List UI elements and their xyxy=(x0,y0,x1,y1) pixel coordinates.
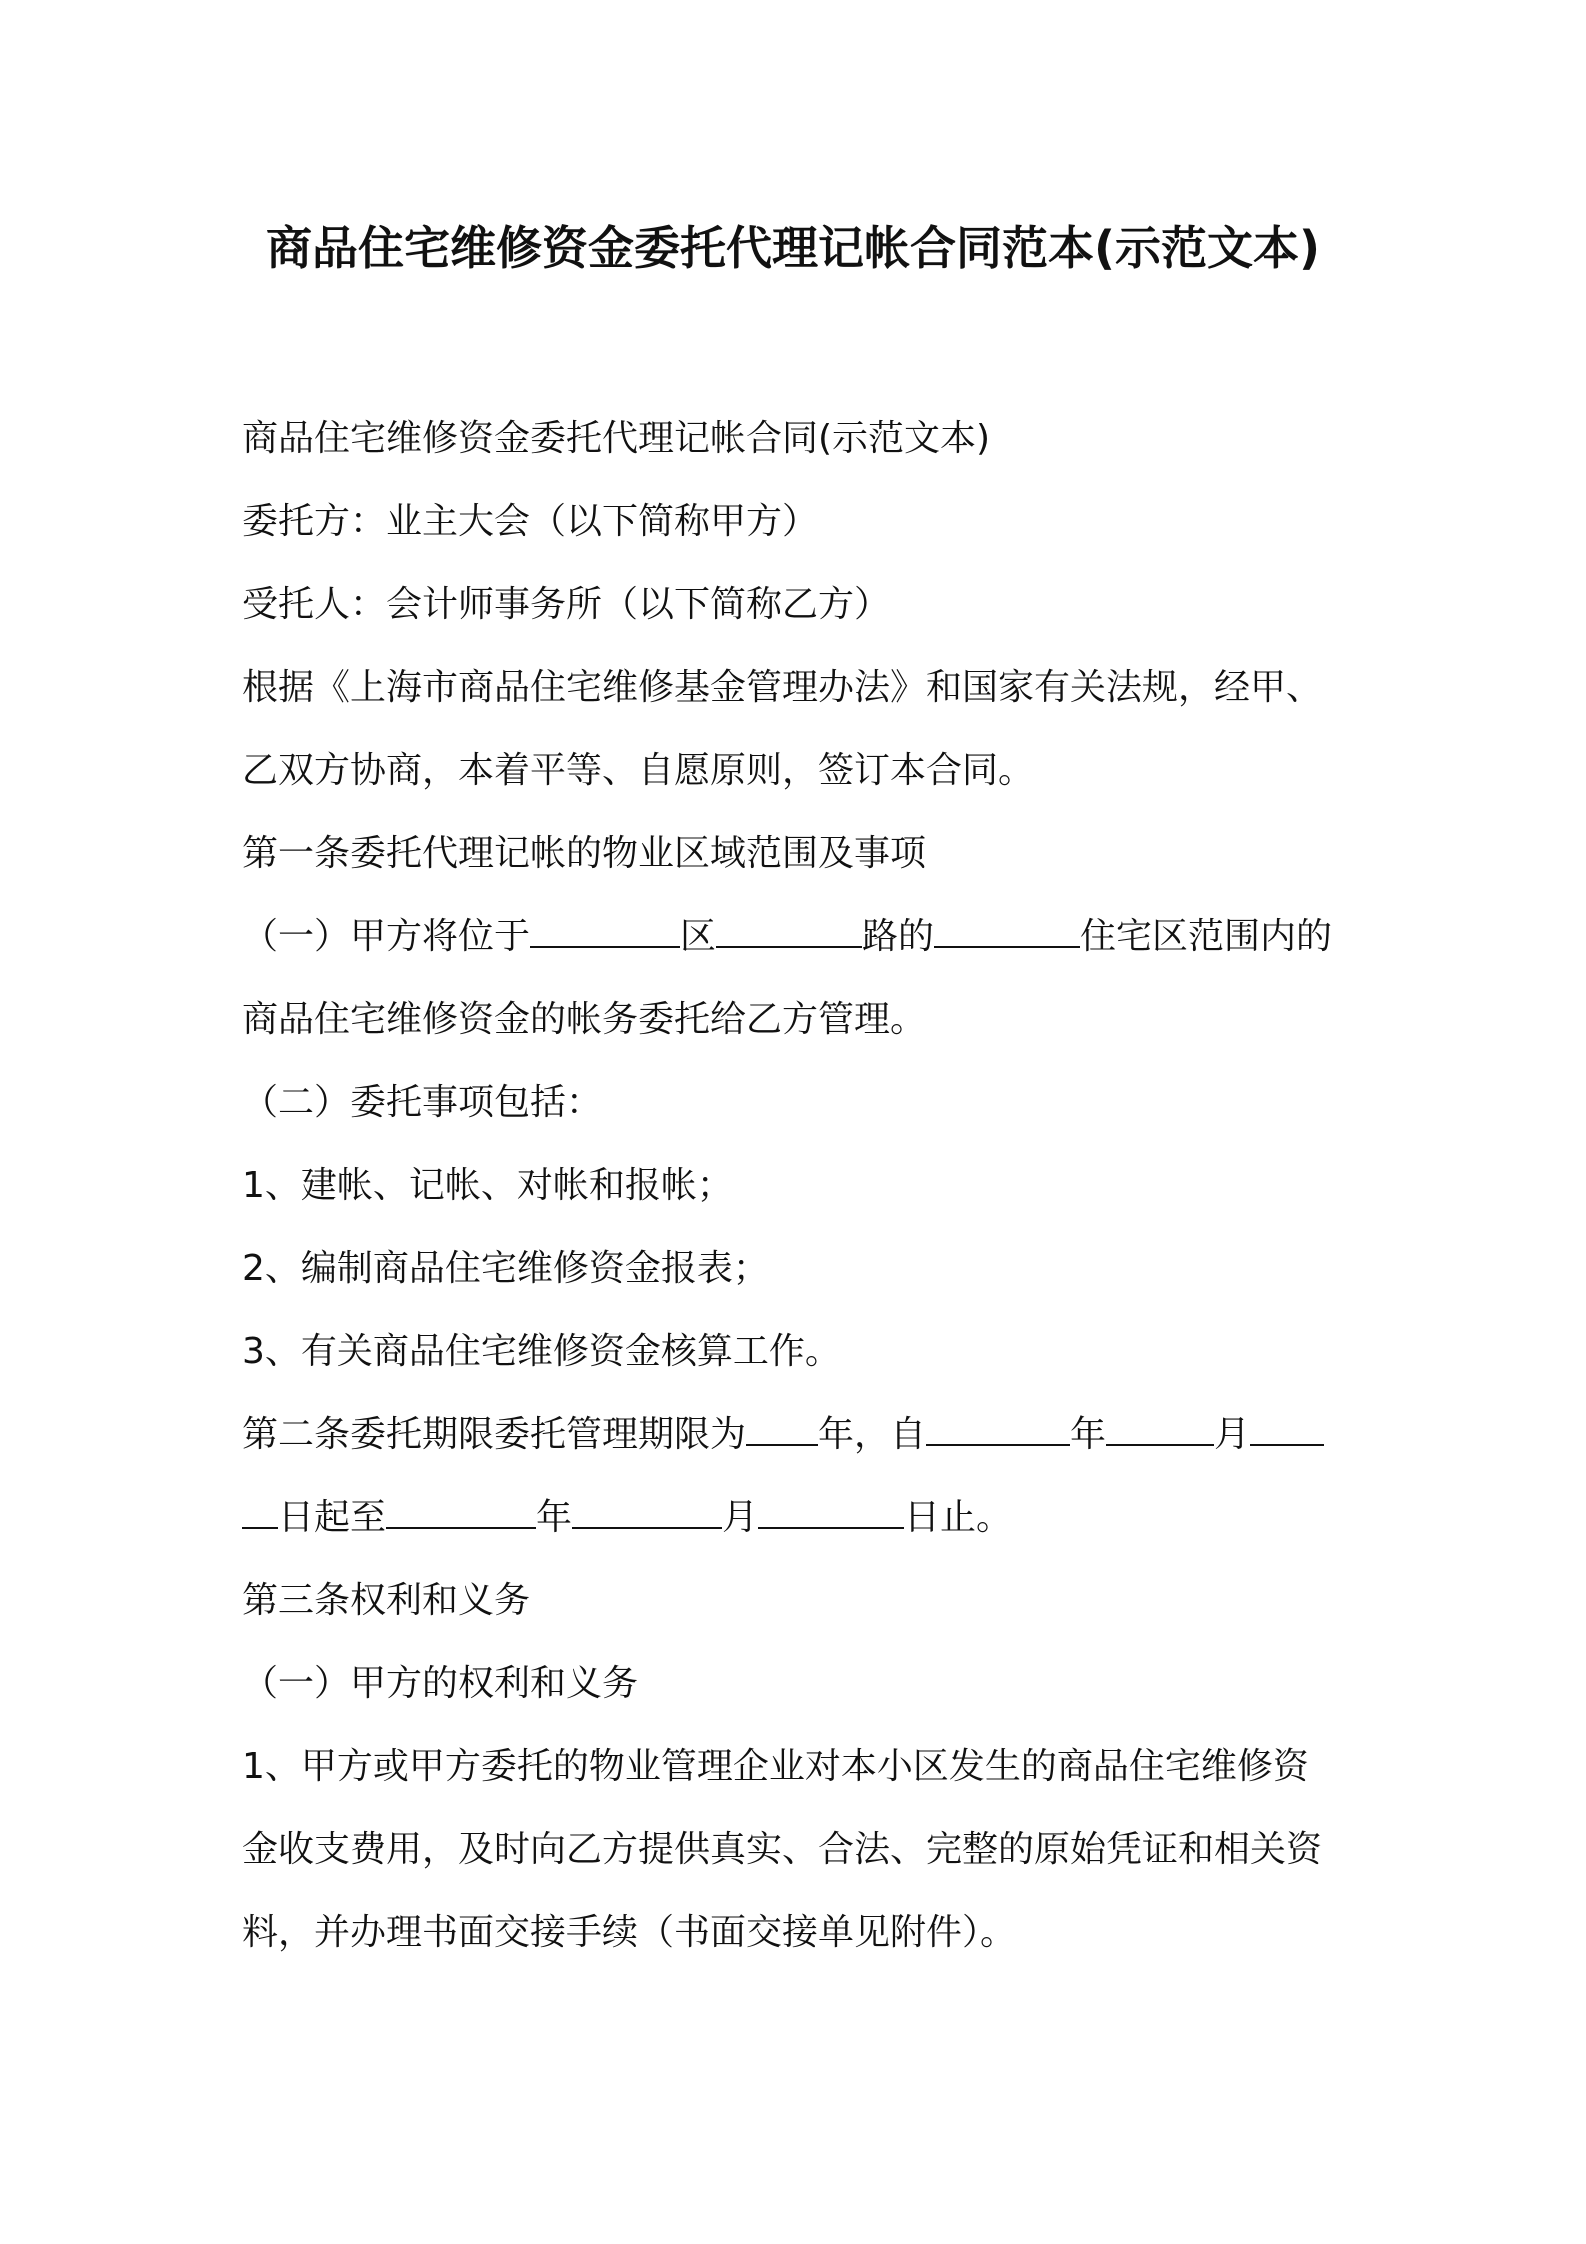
text-segment: 月 xyxy=(1214,1414,1251,1455)
article-1-item-1-line-1 xyxy=(242,906,1357,989)
article-3-item-1-line-2: 金收支费用，及时向乙方提供真实、合法、完整的原始凭证和相关资 xyxy=(242,1829,1323,1870)
text-segment: 住宅区范围内的 xyxy=(1080,916,1333,957)
fill-blank-residential-area xyxy=(934,912,1080,948)
fill-blank-start-month xyxy=(1106,1410,1214,1446)
text-segment: 年 xyxy=(1070,1414,1107,1455)
text-segment: 年 xyxy=(536,1497,573,1538)
document-title: 商品住宅维修资金委托代理记帐合同范本(示范文本) xyxy=(265,221,1321,275)
text-segment: 月 xyxy=(722,1497,759,1538)
document-body xyxy=(242,408,1357,1985)
fill-blank-road xyxy=(716,912,862,948)
article-2-line-2 xyxy=(242,1487,1357,1570)
text-segment: 日止。 xyxy=(904,1497,1013,1538)
text-segment: 年，自 xyxy=(818,1414,927,1455)
fill-blank-start-year xyxy=(926,1410,1070,1446)
text-segment: 日起至 xyxy=(278,1497,387,1538)
fill-blank-end-day xyxy=(758,1493,904,1529)
list-item-2: 2、编制商品住宅维修资金报表； xyxy=(242,1248,769,1289)
list-item-1: 1、建帐、记帐、对帐和报帐； xyxy=(242,1165,733,1206)
article-3-heading: 第三条权利和义务 xyxy=(242,1580,531,1621)
text-segment: （一）甲方将位于 xyxy=(242,916,531,957)
text-segment: 区 xyxy=(680,916,717,957)
article-3-section-1: （一）甲方的权利和义务 xyxy=(242,1663,639,1704)
article-1-item-2: （二）委托事项包括： xyxy=(242,1082,603,1123)
fill-blank-district xyxy=(530,912,680,948)
fill-blank-start-day-part-2 xyxy=(242,1493,278,1529)
list-item-3: 3、有关商品住宅维修资金核算工作。 xyxy=(242,1331,841,1372)
fill-blank-end-month xyxy=(572,1493,722,1529)
article-3-item-1-line-1: 1、甲方或甲方委托的物业管理企业对本小区发生的商品住宅维修资 xyxy=(242,1746,1309,1787)
article-3-item-1-line-3: 料，并办理书面交接手续（书面交接单见附件）。 xyxy=(242,1912,1017,1953)
preamble-line-1: 根据《上海市商品住宅维修基金管理办法》和国家有关法规，经甲、 xyxy=(242,667,1323,708)
preamble-line-2: 乙双方协商，本着平等、自愿原则，签订本合同。 xyxy=(242,750,1035,791)
article-2-line-1 xyxy=(242,1404,1357,1487)
fill-blank-end-year xyxy=(386,1493,536,1529)
party-a-line: 委托方：业主大会（以下简称甲方） xyxy=(242,501,819,542)
text-segment: 路的 xyxy=(862,916,935,957)
article-1-item-1-line-2: 商品住宅维修资金的帐务委托给乙方管理。 xyxy=(242,999,927,1040)
fill-blank-start-day-part-1 xyxy=(1250,1410,1324,1446)
party-b-line: 受托人：会计师事务所（以下简称乙方） xyxy=(242,584,891,625)
contract-heading: 商品住宅维修资金委托代理记帐合同(示范文本) xyxy=(242,418,991,459)
text-segment: 第二条委托期限委托管理期限为 xyxy=(242,1414,747,1455)
fill-blank-term-years xyxy=(746,1410,818,1446)
article-1-heading: 第一条委托代理记帐的物业区域范围及事项 xyxy=(242,833,927,874)
